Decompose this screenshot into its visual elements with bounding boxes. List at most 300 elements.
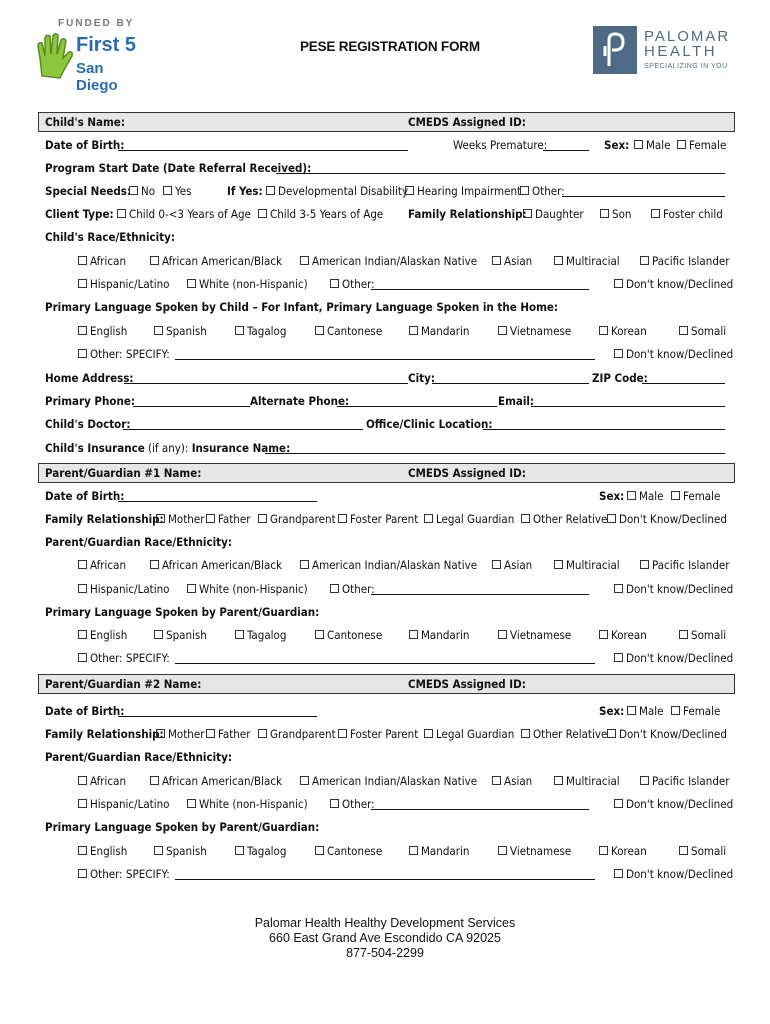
checkbox-icon xyxy=(627,706,636,715)
zip-field[interactable] xyxy=(642,371,725,384)
checkbox-icon xyxy=(330,279,339,288)
option-label: Somali xyxy=(691,628,727,642)
checkbox-icon xyxy=(300,256,309,265)
checkbox-icon xyxy=(330,799,339,808)
checkbox-icon xyxy=(614,349,623,358)
option-label: White (non-Hispanic) xyxy=(199,277,308,291)
race-pacific-islander[interactable] xyxy=(640,774,730,788)
insurance-label-c: Insurance Name: xyxy=(191,441,291,455)
checkbox-icon xyxy=(78,846,87,855)
option-label: Asian xyxy=(504,774,533,788)
guardian1-sex-male[interactable] xyxy=(627,489,664,503)
option-label: Foster child xyxy=(663,207,723,221)
page-title: PESE REGISTRATION FORM xyxy=(300,39,480,54)
guardian2-sex-label: Sex: xyxy=(599,704,625,718)
option-label: Korean xyxy=(611,844,647,858)
client-type-3-5[interactable] xyxy=(258,207,383,221)
palomar-p-icon xyxy=(593,26,637,74)
checkbox-icon xyxy=(206,514,215,523)
child-dob-field[interactable] xyxy=(118,138,408,151)
option-label: Child 0-<3 Years of Age xyxy=(129,207,251,221)
option-label: Somali xyxy=(691,324,727,338)
weeks-premature-label: Weeks Premature: xyxy=(453,138,548,152)
option-label: Hearing Impairment xyxy=(417,184,522,198)
guardian2-sex-female[interactable] xyxy=(671,704,720,718)
race-other-field[interactable] xyxy=(371,797,589,810)
checkbox-icon xyxy=(235,326,244,335)
primary-phone-field[interactable] xyxy=(133,394,250,407)
option-label: Grandparent xyxy=(270,512,336,526)
health-word: HEALTH xyxy=(644,43,718,60)
lang-mandarin[interactable] xyxy=(409,324,469,338)
checkbox-icon xyxy=(258,209,267,218)
race-other[interactable] xyxy=(330,797,375,811)
race-multiracial[interactable] xyxy=(554,774,620,788)
guardian2-sex-male[interactable] xyxy=(627,704,664,718)
option-label: Male xyxy=(639,704,664,718)
option-label: Spanish xyxy=(166,628,207,642)
race-american-indian[interactable] xyxy=(300,254,477,268)
g1-rel-legal[interactable] xyxy=(424,512,514,526)
option-label: Other: SPECIFY: xyxy=(90,651,170,665)
race-multiracial[interactable] xyxy=(554,254,620,268)
g2-rel-grandparent[interactable] xyxy=(258,727,336,741)
checkbox-icon xyxy=(614,869,623,878)
program-start-label: Program Start Date (Date Referral Received): xyxy=(45,161,312,175)
race-african[interactable] xyxy=(78,254,126,268)
race-declined[interactable] xyxy=(614,277,733,291)
option-label: Cantonese xyxy=(327,324,383,338)
option-label: Other: xyxy=(532,184,565,198)
option-label: No xyxy=(141,184,156,198)
checkbox-icon xyxy=(258,729,267,738)
lang-korean[interactable] xyxy=(599,844,647,858)
lang-other-field[interactable] xyxy=(175,867,595,880)
race-asian[interactable] xyxy=(492,254,532,268)
guardian1-race-label: Parent/Guardian Race/Ethnicity: xyxy=(45,535,232,549)
option-label: Don't know/Declined xyxy=(626,651,734,665)
option-label: Mother xyxy=(168,727,205,741)
option-label: American Indian/Alaskan Native xyxy=(312,254,478,268)
option-label: Tagalog xyxy=(247,628,287,642)
g1-rel-other[interactable] xyxy=(521,512,607,526)
footer-address: 660 East Grand Ave Escondido CA 92025 xyxy=(269,931,501,945)
special-needs-other[interactable] xyxy=(520,184,565,198)
lang-korean[interactable] xyxy=(599,628,647,642)
race-declined[interactable] xyxy=(614,797,733,811)
lang-cantonese[interactable] xyxy=(315,324,382,338)
alt-phone-field[interactable] xyxy=(337,394,497,407)
g2-rel-declined[interactable] xyxy=(607,727,727,741)
special-needs-yes[interactable] xyxy=(163,184,192,198)
lang-spanish[interactable] xyxy=(154,628,207,642)
lang-somali[interactable] xyxy=(679,628,726,642)
lang-other[interactable] xyxy=(78,651,170,665)
insurance-label-a: Child's Insurance xyxy=(45,441,145,455)
race-african-american[interactable] xyxy=(150,558,282,572)
race-african-american[interactable] xyxy=(150,254,282,268)
lang-tagalog[interactable] xyxy=(235,628,286,642)
race-other-field[interactable] xyxy=(371,277,589,290)
lang-english[interactable] xyxy=(78,628,127,642)
option-label: Cantonese xyxy=(327,844,383,858)
option-label: African xyxy=(90,558,127,572)
alt-phone-label: Alternate Phone: xyxy=(250,394,350,408)
race-other[interactable] xyxy=(330,277,375,291)
race-asian[interactable] xyxy=(492,774,532,788)
city-label: City: xyxy=(408,371,435,385)
option-label: English xyxy=(90,324,128,338)
child-race-label: Child's Race/Ethnicity: xyxy=(45,230,176,244)
g2-rel-father[interactable] xyxy=(206,727,250,741)
lang-other-field[interactable] xyxy=(175,347,595,360)
lang-tagalog[interactable] xyxy=(235,844,286,858)
option-label: Mother xyxy=(168,512,205,526)
option-label: Pacific Islander xyxy=(652,254,730,268)
checkbox-icon xyxy=(671,706,680,715)
checkbox-icon xyxy=(600,209,609,218)
guardian2-race-label: Parent/Guardian Race/Ethnicity: xyxy=(45,750,232,764)
race-pacific-islander[interactable] xyxy=(640,558,730,572)
checkbox-icon xyxy=(266,186,275,195)
lang-spanish[interactable] xyxy=(154,324,207,338)
option-label: Pacific Islander xyxy=(652,558,730,572)
option-label: Don't know/Declined xyxy=(626,867,734,881)
option-label: Yes xyxy=(175,184,192,198)
g1-rel-mother[interactable] xyxy=(156,512,205,526)
option-label: Legal Guardian xyxy=(436,727,515,741)
option-label: Spanish xyxy=(166,844,207,858)
lang-vietnamese[interactable] xyxy=(498,628,571,642)
option-label: Child 3-5 Years of Age xyxy=(270,207,384,221)
family-rel-foster[interactable] xyxy=(651,207,723,221)
checkbox-icon xyxy=(300,560,309,569)
checkbox-icon xyxy=(315,846,324,855)
option-label: White (non-Hispanic) xyxy=(199,797,308,811)
checkbox-icon xyxy=(607,729,616,738)
lang-declined[interactable] xyxy=(614,651,733,665)
option-label: African American/Black xyxy=(162,774,283,788)
checkbox-icon xyxy=(614,799,623,808)
checkbox-icon xyxy=(156,729,165,738)
insurance-label-b: (if any): xyxy=(144,441,192,455)
first5-logo xyxy=(36,18,148,94)
option-label: Hispanic/Latino xyxy=(90,277,170,291)
checkbox-icon xyxy=(117,209,126,218)
race-american-indian[interactable] xyxy=(300,558,477,572)
option-label: Multiracial xyxy=(566,774,620,788)
checkbox-icon xyxy=(338,514,347,523)
race-white[interactable] xyxy=(187,797,308,811)
checkbox-icon xyxy=(235,846,244,855)
option-label: Don't know/Declined xyxy=(626,277,734,291)
option-label: Cantonese xyxy=(327,628,383,642)
option-label: Daughter xyxy=(535,207,584,221)
palomar-word: PALOMAR xyxy=(644,28,731,45)
child-dob-label: Date of Birth: xyxy=(45,138,125,152)
option-label: Mandarin xyxy=(421,844,470,858)
option-label: American Indian/Alaskan Native xyxy=(312,774,478,788)
home-address-label: Home Address: xyxy=(45,371,134,385)
city-field[interactable] xyxy=(432,371,589,384)
checkbox-icon xyxy=(258,514,267,523)
race-hispanic[interactable] xyxy=(78,277,169,291)
checkbox-icon xyxy=(154,846,163,855)
guardian1-dob-field[interactable] xyxy=(118,489,317,502)
child-sex-label: Sex: xyxy=(604,138,630,152)
option-label: Other: SPECIFY: xyxy=(90,867,170,881)
option-label: Legal Guardian xyxy=(436,512,515,526)
option-label: Don't know/Declined xyxy=(626,347,734,361)
child-sex-female[interactable] xyxy=(677,138,726,152)
family-rel-son[interactable] xyxy=(600,207,631,221)
option-label: Father xyxy=(218,512,251,526)
checkbox-icon xyxy=(599,326,608,335)
option-label: Don't Know/Declined xyxy=(619,512,727,526)
option-label: Vietnamese xyxy=(510,628,572,642)
option-label: Asian xyxy=(504,254,533,268)
option-label: Tagalog xyxy=(247,324,287,338)
lang-tagalog[interactable] xyxy=(235,324,286,338)
checkbox-icon xyxy=(640,776,649,785)
insurance-label xyxy=(45,441,290,455)
checkbox-icon xyxy=(520,186,529,195)
race-pacific-islander[interactable] xyxy=(640,254,730,268)
checkbox-icon xyxy=(640,256,649,265)
office-field[interactable] xyxy=(483,417,725,430)
race-other-field[interactable] xyxy=(371,582,589,595)
hearing-option[interactable] xyxy=(405,184,521,198)
option-label: African xyxy=(90,254,127,268)
option-label: Spanish xyxy=(166,324,207,338)
option-label: Korean xyxy=(611,628,647,642)
option-label: Foster Parent xyxy=(350,727,419,741)
option-label: Multiracial xyxy=(566,254,620,268)
checkbox-icon xyxy=(521,729,530,738)
option-label: Somali xyxy=(691,844,727,858)
option-label: Vietnamese xyxy=(510,324,572,338)
lang-english[interactable] xyxy=(78,844,127,858)
checkbox-icon xyxy=(498,846,507,855)
option-label: Male xyxy=(646,138,671,152)
option-label: Father xyxy=(218,727,251,741)
option-label: Don't know/Declined xyxy=(626,797,734,811)
lang-korean[interactable] xyxy=(599,324,647,338)
lang-other[interactable] xyxy=(78,867,170,881)
checkbox-icon xyxy=(150,256,159,265)
office-label: Office/Clinic Location: xyxy=(366,417,493,431)
lang-declined[interactable] xyxy=(614,347,733,361)
checkbox-icon xyxy=(150,776,159,785)
checkbox-icon xyxy=(187,584,196,593)
lang-mandarin[interactable] xyxy=(409,628,469,642)
option-label: Other: SPECIFY: xyxy=(90,347,170,361)
checkbox-icon xyxy=(206,729,215,738)
race-asian[interactable] xyxy=(492,558,532,572)
client-type-label: Client Type: xyxy=(45,207,114,221)
checkbox-icon xyxy=(78,279,87,288)
guardian2-cmeds-label: CMEDS Assigned ID: xyxy=(408,677,526,691)
guardian1-sex-female[interactable] xyxy=(671,489,720,503)
lang-somali[interactable] xyxy=(679,844,726,858)
lang-vietnamese[interactable] xyxy=(498,844,571,858)
option-label: Don't Know/Declined xyxy=(619,727,727,741)
option-label: White (non-Hispanic) xyxy=(199,582,308,596)
checkbox-icon xyxy=(614,279,623,288)
checkbox-icon xyxy=(554,560,563,569)
option-label: American Indian/Alaskan Native xyxy=(312,558,478,572)
option-label: African American/Black xyxy=(162,558,283,572)
doctor-field[interactable] xyxy=(123,417,363,430)
checkbox-icon xyxy=(599,846,608,855)
first5-text: First 5 xyxy=(76,34,137,56)
funded-by-text: FUNDED BY xyxy=(58,18,135,29)
guardian1-language-label: Primary Language Spoken by Parent/Guardian: xyxy=(45,605,320,619)
lang-cantonese[interactable] xyxy=(315,628,382,642)
option-label: Other: xyxy=(342,582,375,596)
option-label: English xyxy=(90,628,128,642)
g2-rel-other[interactable] xyxy=(521,727,607,741)
guardian1-cmeds-label: CMEDS Assigned ID: xyxy=(408,466,526,480)
guardian2-dob-label: Date of Birth: xyxy=(45,704,125,718)
checkbox-icon xyxy=(679,630,688,639)
palomar-tagline: SPECIALIZING IN YOU xyxy=(644,63,728,70)
email-field[interactable] xyxy=(531,394,725,407)
option-label: Other Relative xyxy=(533,727,608,741)
option-label: Grandparent xyxy=(270,727,336,741)
race-african-american[interactable] xyxy=(150,774,282,788)
lang-other-field[interactable] xyxy=(175,651,595,664)
checkbox-icon xyxy=(409,326,418,335)
checkbox-icon xyxy=(409,846,418,855)
option-label: Asian xyxy=(504,558,533,572)
checkbox-icon xyxy=(671,491,680,500)
option-label: Son xyxy=(612,207,632,221)
guardian1-name-label: Parent/Guardian #1 Name: xyxy=(45,466,202,480)
g1-rel-father[interactable] xyxy=(206,512,250,526)
race-other[interactable] xyxy=(330,582,375,596)
email-label: Email: xyxy=(498,394,535,408)
insurance-field[interactable] xyxy=(265,441,725,454)
checkbox-icon xyxy=(521,514,530,523)
checkbox-icon xyxy=(492,256,501,265)
checkbox-icon xyxy=(614,584,623,593)
child-header-bar xyxy=(38,112,735,132)
checkbox-icon xyxy=(163,186,172,195)
lang-cantonese[interactable] xyxy=(315,844,382,858)
checkbox-icon xyxy=(156,514,165,523)
checkbox-icon xyxy=(498,630,507,639)
lang-somali[interactable] xyxy=(679,324,726,338)
guardian1-sex-label: Sex: xyxy=(599,489,625,503)
checkbox-icon xyxy=(78,584,87,593)
option-label: Don't know/Declined xyxy=(626,582,734,596)
option-label: Pacific Islander xyxy=(652,774,730,788)
checkbox-icon xyxy=(154,326,163,335)
home-address-field[interactable] xyxy=(124,371,408,384)
g2-rel-legal[interactable] xyxy=(424,727,514,741)
checkbox-icon xyxy=(424,729,433,738)
checkbox-icon xyxy=(187,799,196,808)
san-diego-text: San Diego xyxy=(76,60,118,94)
lang-vietnamese[interactable] xyxy=(498,324,571,338)
checkbox-icon xyxy=(315,630,324,639)
g1-rel-grandparent[interactable] xyxy=(258,512,336,526)
race-multiracial[interactable] xyxy=(554,558,620,572)
checkbox-icon xyxy=(554,776,563,785)
checkbox-icon xyxy=(554,256,563,265)
child-cmeds-label: CMEDS Assigned ID: xyxy=(408,115,526,129)
checkbox-icon xyxy=(498,326,507,335)
lang-other[interactable] xyxy=(78,347,170,361)
lang-spanish[interactable] xyxy=(154,844,207,858)
checkbox-icon xyxy=(607,514,616,523)
g2-rel-foster[interactable] xyxy=(338,727,418,741)
race-african[interactable] xyxy=(78,558,126,572)
g1-rel-declined[interactable] xyxy=(607,512,727,526)
checkbox-icon xyxy=(599,630,608,639)
checkbox-icon xyxy=(492,560,501,569)
child-language-label: Primary Language Spoken by Child – For Infant, Primary Language Spoken in the Home: xyxy=(45,300,559,314)
checkbox-icon xyxy=(614,653,623,662)
option-label: Female xyxy=(683,704,721,718)
checkbox-icon xyxy=(187,279,196,288)
checkbox-icon xyxy=(78,560,87,569)
race-hispanic[interactable] xyxy=(78,582,169,596)
checkbox-icon xyxy=(679,846,688,855)
option-label: African xyxy=(90,774,127,788)
checkbox-icon xyxy=(129,186,138,195)
checkbox-icon xyxy=(150,560,159,569)
race-hispanic[interactable] xyxy=(78,797,169,811)
checkbox-icon xyxy=(78,349,87,358)
weeks-premature-field[interactable] xyxy=(543,138,589,151)
checkbox-icon xyxy=(330,584,339,593)
g1-rel-foster[interactable] xyxy=(338,512,418,526)
option-label: Vietnamese xyxy=(510,844,572,858)
option-label: Hispanic/Latino xyxy=(90,797,170,811)
race-declined[interactable] xyxy=(614,582,733,596)
race-african[interactable] xyxy=(78,774,126,788)
dev-disability-option[interactable] xyxy=(266,184,408,198)
doctor-label: Child's Doctor: xyxy=(45,417,131,431)
special-needs-no[interactable] xyxy=(129,184,155,198)
child-sex-male[interactable] xyxy=(634,138,671,152)
option-label: Other: xyxy=(342,797,375,811)
option-label: African American/Black xyxy=(162,254,283,268)
option-label: Male xyxy=(639,489,664,503)
race-american-indian[interactable] xyxy=(300,774,477,788)
g2-rel-mother[interactable] xyxy=(156,727,205,741)
lang-declined[interactable] xyxy=(614,867,733,881)
family-rel-daughter[interactable] xyxy=(523,207,584,221)
lang-english[interactable] xyxy=(78,324,127,338)
special-needs-label: Special Needs: xyxy=(45,184,132,198)
guardian2-dob-field[interactable] xyxy=(118,704,317,717)
option-label: Korean xyxy=(611,324,647,338)
race-white[interactable] xyxy=(187,277,308,291)
option-label: Developmental Disability xyxy=(278,184,409,198)
checkbox-icon xyxy=(677,140,686,149)
client-type-0-3[interactable] xyxy=(117,207,251,221)
checkbox-icon xyxy=(424,514,433,523)
program-start-field[interactable] xyxy=(276,161,725,174)
option-label: Female xyxy=(689,138,727,152)
lang-mandarin[interactable] xyxy=(409,844,469,858)
checkbox-icon xyxy=(679,326,688,335)
special-needs-other-field[interactable] xyxy=(562,184,725,197)
race-white[interactable] xyxy=(187,582,308,596)
